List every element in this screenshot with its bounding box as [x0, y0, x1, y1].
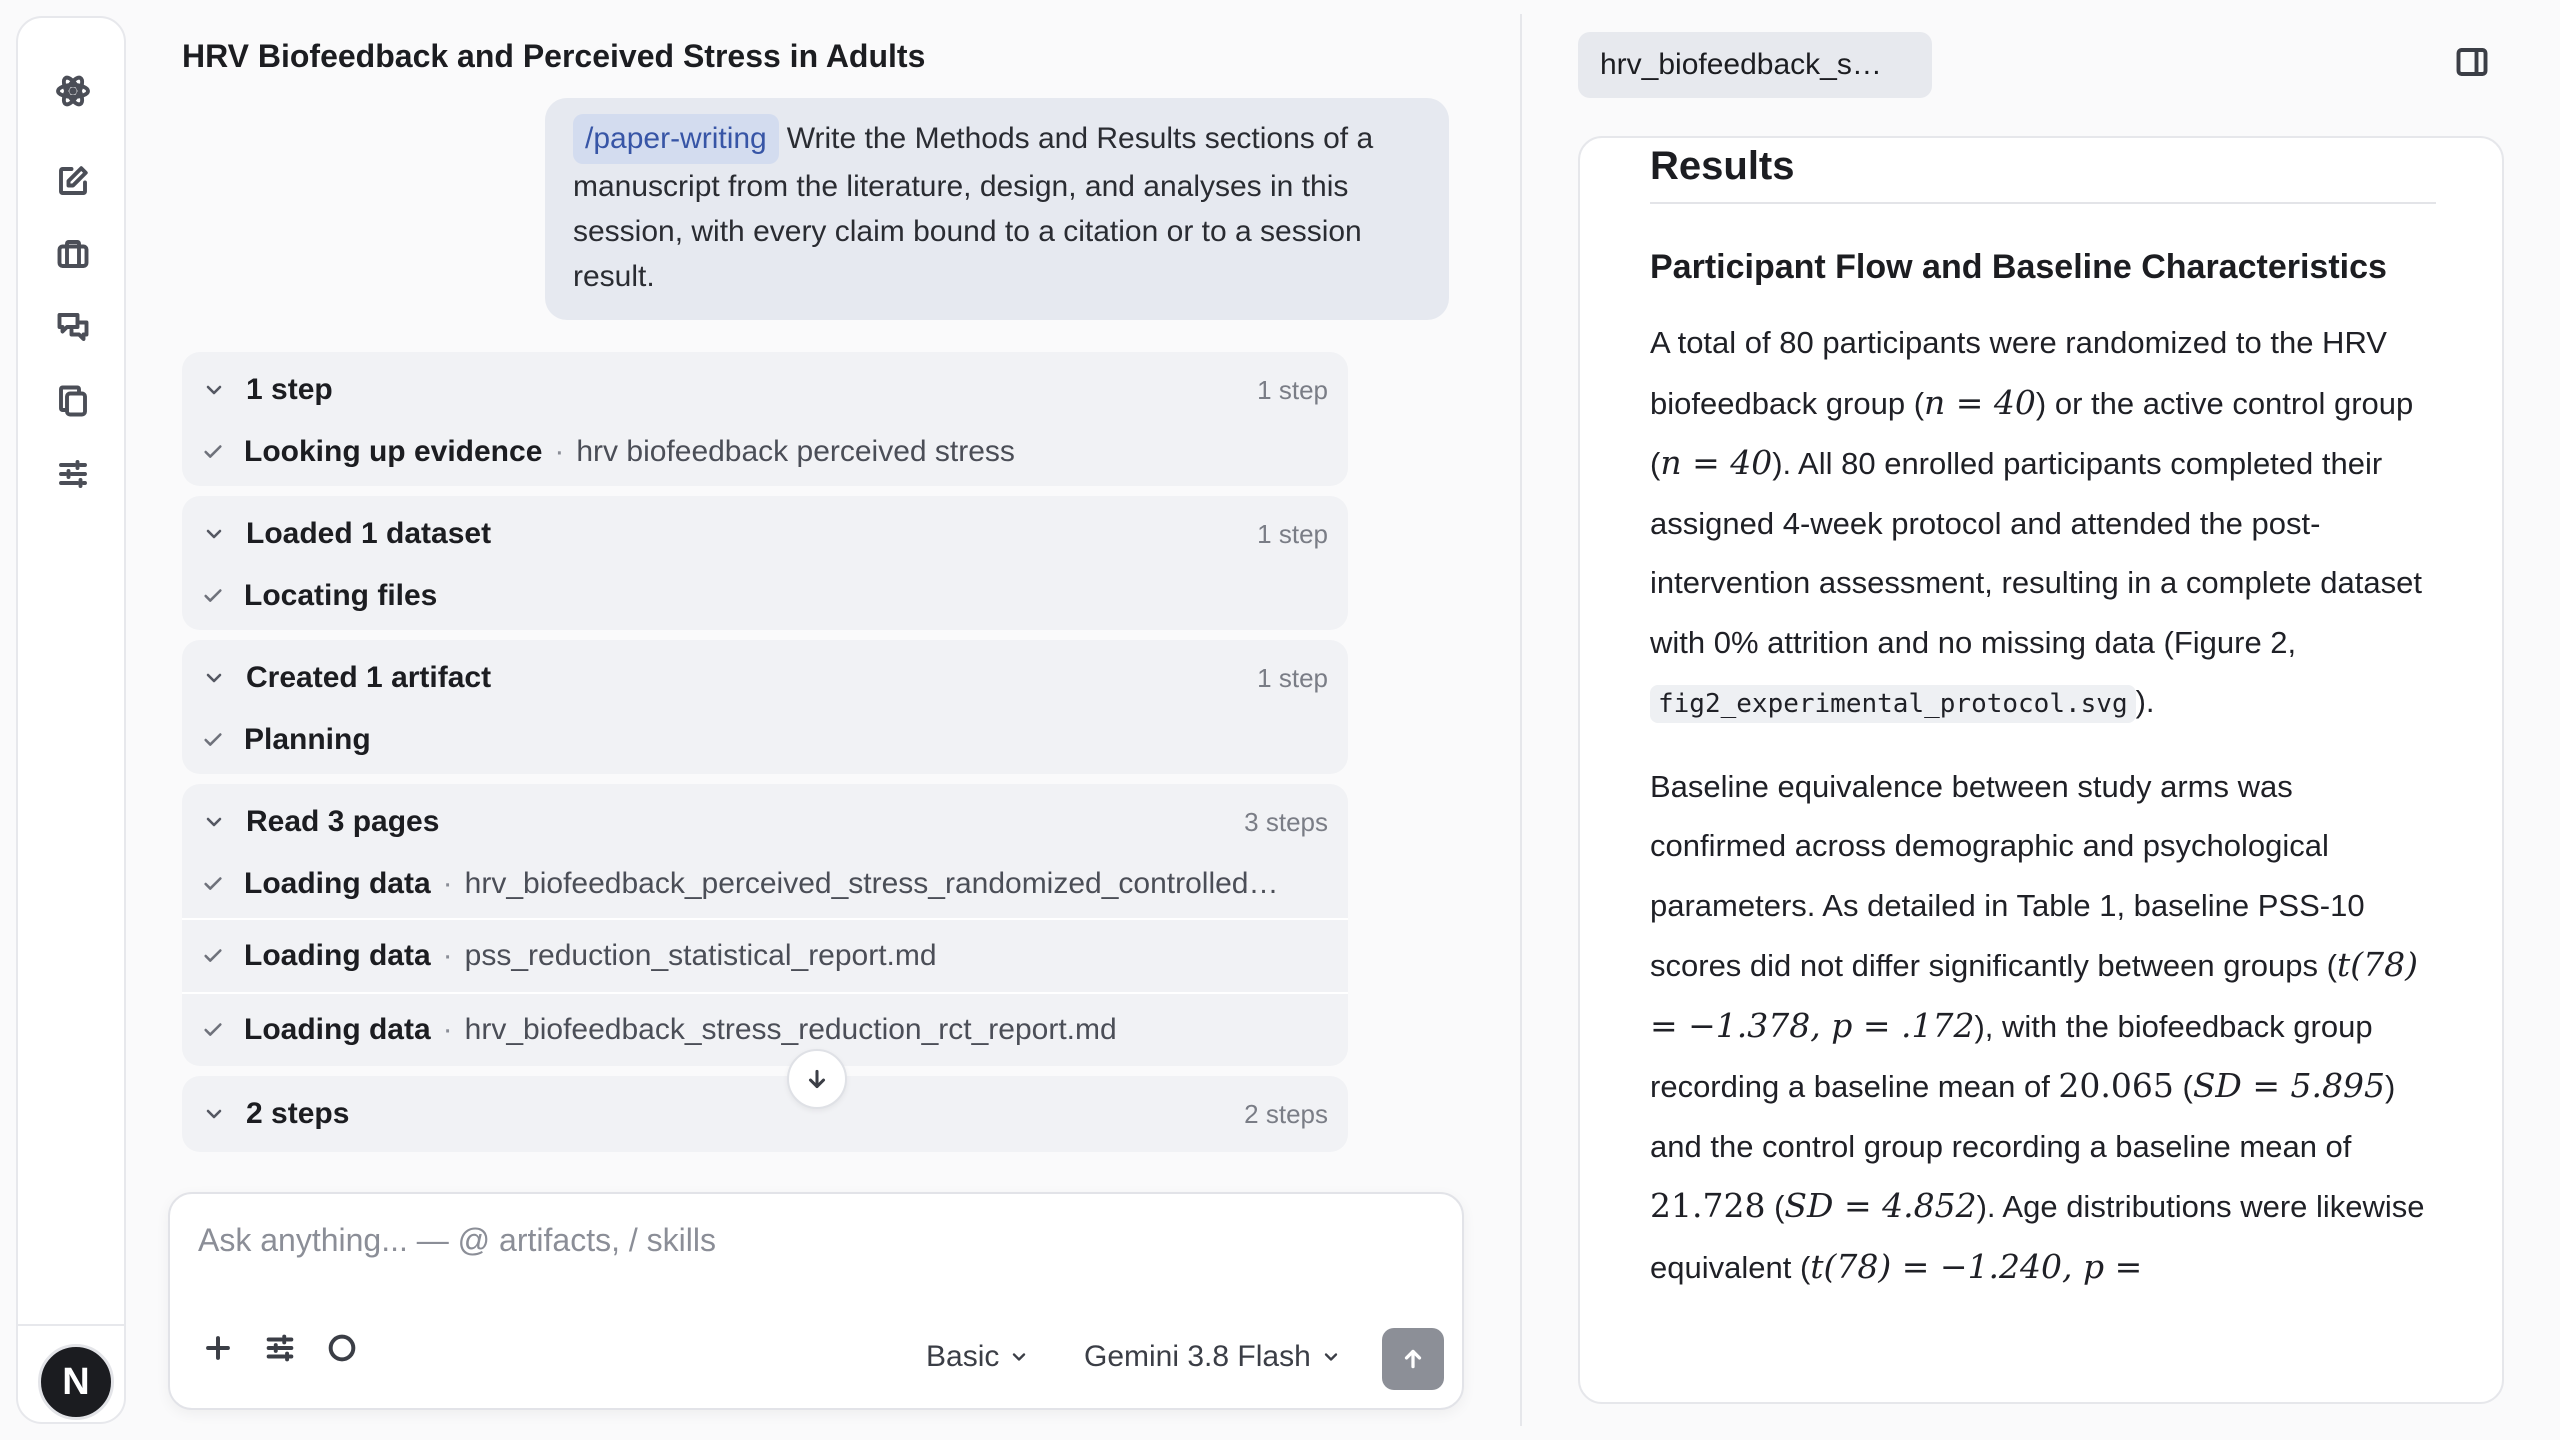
- step-group: [182, 352, 1348, 486]
- left-rail: [16, 16, 126, 1424]
- step-group-title: 2 steps: [246, 1097, 350, 1130]
- file-reference[interactable]: fig2_experimental_protocol.svg: [1650, 685, 2136, 723]
- text-run: ) and the control group recording a baseline mean of: [1650, 1069, 2396, 1164]
- math-inline: 21.728: [1650, 1186, 1766, 1225]
- step-count: 1 step: [1257, 374, 1328, 405]
- step-detail: pss_reduction_statistical_report.md: [464, 939, 937, 972]
- step-row[interactable]: [182, 992, 1348, 1066]
- math-inline: SD = 4.852: [1784, 1186, 1977, 1225]
- chevron-down-icon: [202, 522, 226, 546]
- copy-icon[interactable]: [52, 380, 94, 422]
- step-separator: ·: [554, 435, 565, 468]
- check-icon: [202, 1019, 224, 1041]
- section-heading: Results: [1650, 138, 2436, 204]
- step-separator: ·: [442, 1013, 453, 1046]
- step-group: [182, 496, 1348, 630]
- check-icon: [202, 441, 224, 463]
- composer: [168, 1192, 1464, 1410]
- sliders-icon[interactable]: [52, 453, 94, 495]
- step-group-header[interactable]: [182, 496, 1348, 572]
- new-chat-icon[interactable]: [52, 160, 94, 202]
- model-select[interactable]: [1084, 1340, 1341, 1374]
- skill-chip[interactable]: /paper-writing: [573, 114, 779, 164]
- text-run: ).: [2135, 684, 2155, 719]
- text-run: ) or the active control group (: [1650, 385, 2414, 481]
- step-detail: hrv_biofeedback_perceived_stress_randomized_controlled…: [464, 867, 1279, 900]
- chat-input[interactable]: [198, 1222, 1398, 1259]
- step-row[interactable]: [182, 706, 1348, 774]
- artifact-tab[interactable]: hrv_biofeedback_s…: [1578, 32, 1932, 98]
- text-run: A total of 80 participants were randomized to the HRV biofeedback group (: [1650, 325, 2387, 421]
- chevron-down-icon: [202, 666, 226, 690]
- check-icon: [202, 585, 224, 607]
- step-detail: hrv_biofeedback_stress_reduction_rct_report.md: [464, 1013, 1117, 1046]
- step-row[interactable]: [182, 850, 1348, 918]
- mode-select-value: Basic: [926, 1340, 1000, 1373]
- step-row[interactable]: [182, 562, 1348, 630]
- step-count: 1 step: [1257, 518, 1328, 549]
- text-run: Baseline equivalence between study arms was confirmed across demographic and psychological parameters. As detailed in Table 1, baseline PSS-10 scores did not differ significantly between groups (: [1650, 768, 2365, 983]
- step-group-title: 1 step: [246, 373, 333, 406]
- arrow-down-icon: [804, 1066, 830, 1092]
- step-group-title: Loaded 1 dataset: [246, 517, 492, 550]
- chevron-down-icon: [202, 810, 226, 834]
- status-circle-button[interactable]: [320, 1326, 364, 1370]
- sidebar-panel-icon: [2454, 44, 2490, 80]
- step-label: Loading data: [244, 939, 431, 972]
- step-count: 1 step: [1257, 662, 1328, 693]
- check-icon: [202, 873, 224, 895]
- atom-icon[interactable]: [52, 70, 94, 112]
- step-row[interactable]: [182, 918, 1348, 992]
- document-body: [1650, 138, 2436, 1312]
- paragraph: [1650, 313, 2436, 735]
- step-separator: ·: [442, 939, 453, 972]
- add-button[interactable]: [196, 1326, 240, 1370]
- math-inline: 20.065: [2058, 1066, 2174, 1105]
- step-count: 2 steps: [1244, 1098, 1328, 1129]
- circle-icon: [325, 1331, 359, 1365]
- text-run: (: [1765, 1189, 1785, 1224]
- sliders-icon: [263, 1331, 297, 1365]
- chevron-down-icon: [1321, 1347, 1341, 1367]
- text-run: ), with the biofeedback group recording a baseline mean of: [1650, 1008, 2373, 1104]
- step-group-header[interactable]: [182, 1076, 1348, 1152]
- pane-divider[interactable]: [1520, 14, 1522, 1426]
- step-detail: hrv biofeedback perceived stress: [576, 435, 1015, 468]
- step-group-header[interactable]: [182, 640, 1348, 716]
- step-count: 3 steps: [1244, 806, 1328, 837]
- text-run: ). Age distributions were likewise equivalent (: [1650, 1189, 2425, 1285]
- step-group-header[interactable]: [182, 784, 1348, 860]
- briefcase-icon[interactable]: [52, 233, 94, 275]
- chevron-down-icon: [202, 378, 226, 402]
- step-label: Looking up evidence: [244, 435, 543, 468]
- mode-select[interactable]: [926, 1340, 1029, 1374]
- check-icon: [202, 729, 224, 751]
- math-inline: t(78) = −1.240, p =: [1810, 1246, 2143, 1286]
- text-run: (: [2173, 1069, 2193, 1104]
- paragraph: [1650, 757, 2436, 1298]
- rail-divider: [18, 1324, 124, 1326]
- step-group: [182, 784, 1348, 1066]
- subsection-heading: Participant Flow and Baseline Characteristics: [1650, 248, 2387, 286]
- user-message-text: Write the Methods and Results sections of a manuscript from the literature, design, and analyses in this session, with every claim bound to a citation or to a session result.: [573, 122, 1374, 293]
- step-label: Planning: [244, 723, 371, 756]
- tools-button[interactable]: [258, 1326, 302, 1370]
- chats-icon[interactable]: [52, 306, 94, 348]
- model-select-value: Gemini 3.8 Flash: [1084, 1340, 1311, 1373]
- math-inline: n = 40: [1660, 443, 1773, 482]
- plus-icon: [201, 1331, 235, 1365]
- step-label: Locating files: [244, 579, 438, 612]
- artifact-document: [1578, 136, 2504, 1404]
- step-label: Loading data: [244, 867, 431, 900]
- send-button[interactable]: [1382, 1328, 1444, 1390]
- check-icon: [202, 945, 224, 967]
- step-group: [182, 640, 1348, 774]
- step-separator: ·: [442, 867, 453, 900]
- user-message: [545, 98, 1449, 320]
- avatar[interactable]: N: [38, 1344, 114, 1420]
- text-run: ). All 80 enrolled participants completed their assigned 4-week protocol and attended the post-intervention assessment, resulting in a complete dataset with 0% attrition and no missing data (Figure 2,: [1650, 446, 2422, 660]
- math-inline: t(78) = −1.378, p = .172: [1650, 945, 2418, 1045]
- scroll-to-bottom-button[interactable]: [787, 1049, 847, 1109]
- step-list: [182, 352, 1348, 1196]
- step-row[interactable]: [182, 418, 1348, 486]
- math-inline: n = 40: [1924, 382, 2036, 422]
- chevron-down-icon: [202, 1102, 226, 1126]
- step-group-title: Read 3 pages: [246, 805, 440, 838]
- arrow-up-icon: [1400, 1346, 1426, 1372]
- math-inline: SD = 5.895: [2192, 1066, 2385, 1105]
- step-group-title: Created 1 artifact: [246, 661, 492, 694]
- chevron-down-icon: [1009, 1347, 1029, 1367]
- step-group: [182, 1076, 1348, 1152]
- toggle-panel-button[interactable]: [2454, 44, 2494, 84]
- step-label: Loading data: [244, 1013, 431, 1046]
- step-group-header[interactable]: [182, 352, 1348, 428]
- page-title: HRV Biofeedback and Perceived Stress in Adults: [182, 38, 926, 74]
